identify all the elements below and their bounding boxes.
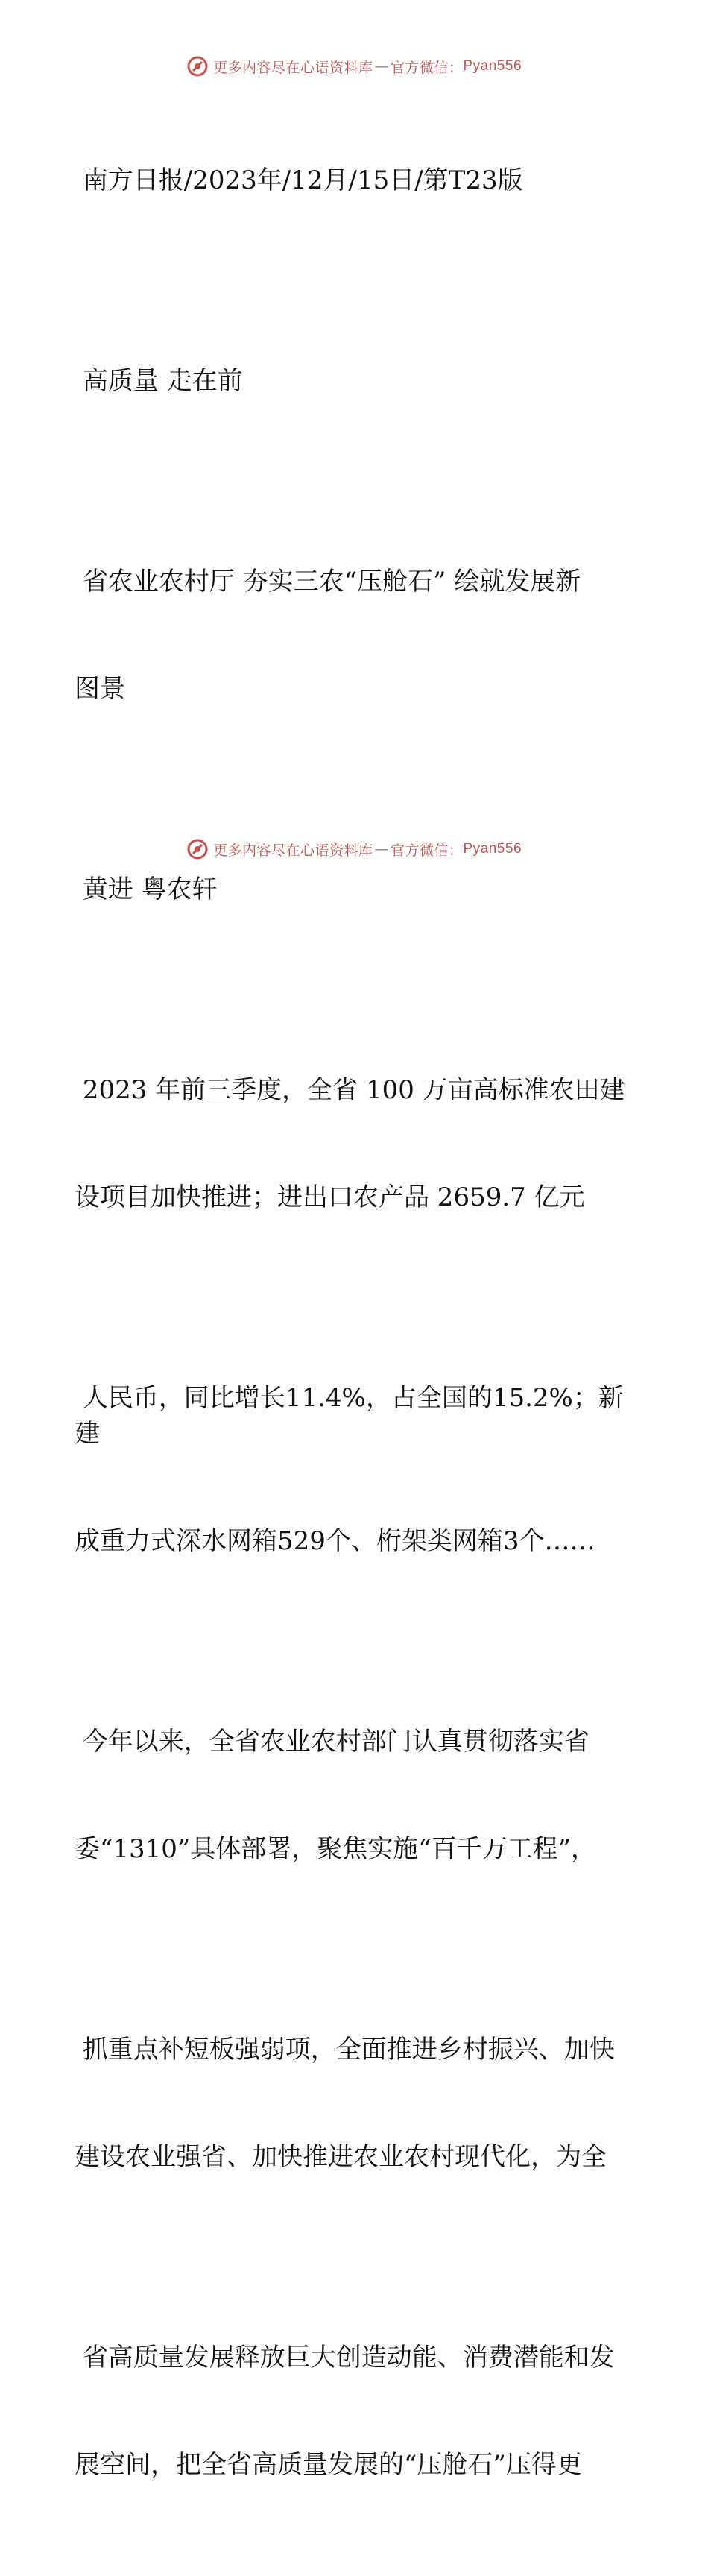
text-line: 黄进 粤农轩 — [75, 875, 218, 904]
headline — [75, 292, 641, 470]
document-body — [75, 91, 641, 2576]
text-line: 今年以来，全省农业农村部门认真贯彻落实省 — [75, 1727, 590, 1757]
body-paragraph — [75, 1960, 641, 2246]
body-paragraph — [75, 1652, 641, 1939]
text-line: 设项目加快推进；进出口农产品 2659.7 亿元 — [75, 1182, 585, 1212]
text-line: 抓重点补短板强弱项，全面推进乡村振兴、加快 — [75, 2035, 615, 2065]
watermark-logo-icon — [186, 55, 209, 78]
byline — [75, 800, 641, 979]
text-line: 南方日报/2023年/12月/15日/第T23版 — [75, 166, 523, 195]
watermark-suffix: 官方微信： — [390, 59, 464, 76]
text-line: 委“1310”具体部署，聚焦实施“百千万工程”， — [75, 1834, 597, 1864]
text-line: 成重力式深水网箱529个、桁架类网箱3个…… — [75, 1526, 595, 1556]
text-line: 2023 年前三季度，全省 100 万亩高标准农田建 — [75, 1075, 625, 1105]
watermark-logo-icon — [186, 838, 209, 860]
watermark-id: Pyan556 — [463, 58, 522, 74]
text-line: 省高质量发展释放巨大创造动能、消费潜能和发 — [75, 2343, 615, 2372]
subheadline — [75, 492, 641, 778]
watermark-text: 更多内容尽在心语资料库 — [212, 59, 373, 76]
watermark-separator: — — [374, 841, 389, 857]
body-paragraph — [75, 1309, 641, 1631]
text-line: 省农业农村厅 夯实三农“压舱石” 绘就发展新 — [75, 567, 581, 596]
body-paragraph — [75, 2268, 641, 2554]
text-line: 人民币，同比增长11.4%，占全国的15.2%；新建 — [75, 1383, 624, 1449]
source-line — [75, 91, 641, 270]
watermark-footer — [0, 838, 708, 860]
text-line: 图景 — [75, 674, 125, 704]
watermark-separator: — — [374, 58, 389, 75]
body-paragraph — [75, 1001, 641, 1287]
watermark-suffix: 官方微信： — [390, 842, 464, 859]
watermark-header — [0, 55, 708, 78]
text-line: 展空间，把全省高质量发展的“压舱石”压得更 — [75, 2450, 582, 2480]
text-line: 高质量 走在前 — [75, 366, 243, 396]
watermark-text: 更多内容尽在心语资料库 — [212, 842, 373, 859]
text-line: 建设农业强省、加快推进农业农村现代化，为全 — [75, 2142, 607, 2172]
watermark-id: Pyan556 — [463, 841, 522, 857]
